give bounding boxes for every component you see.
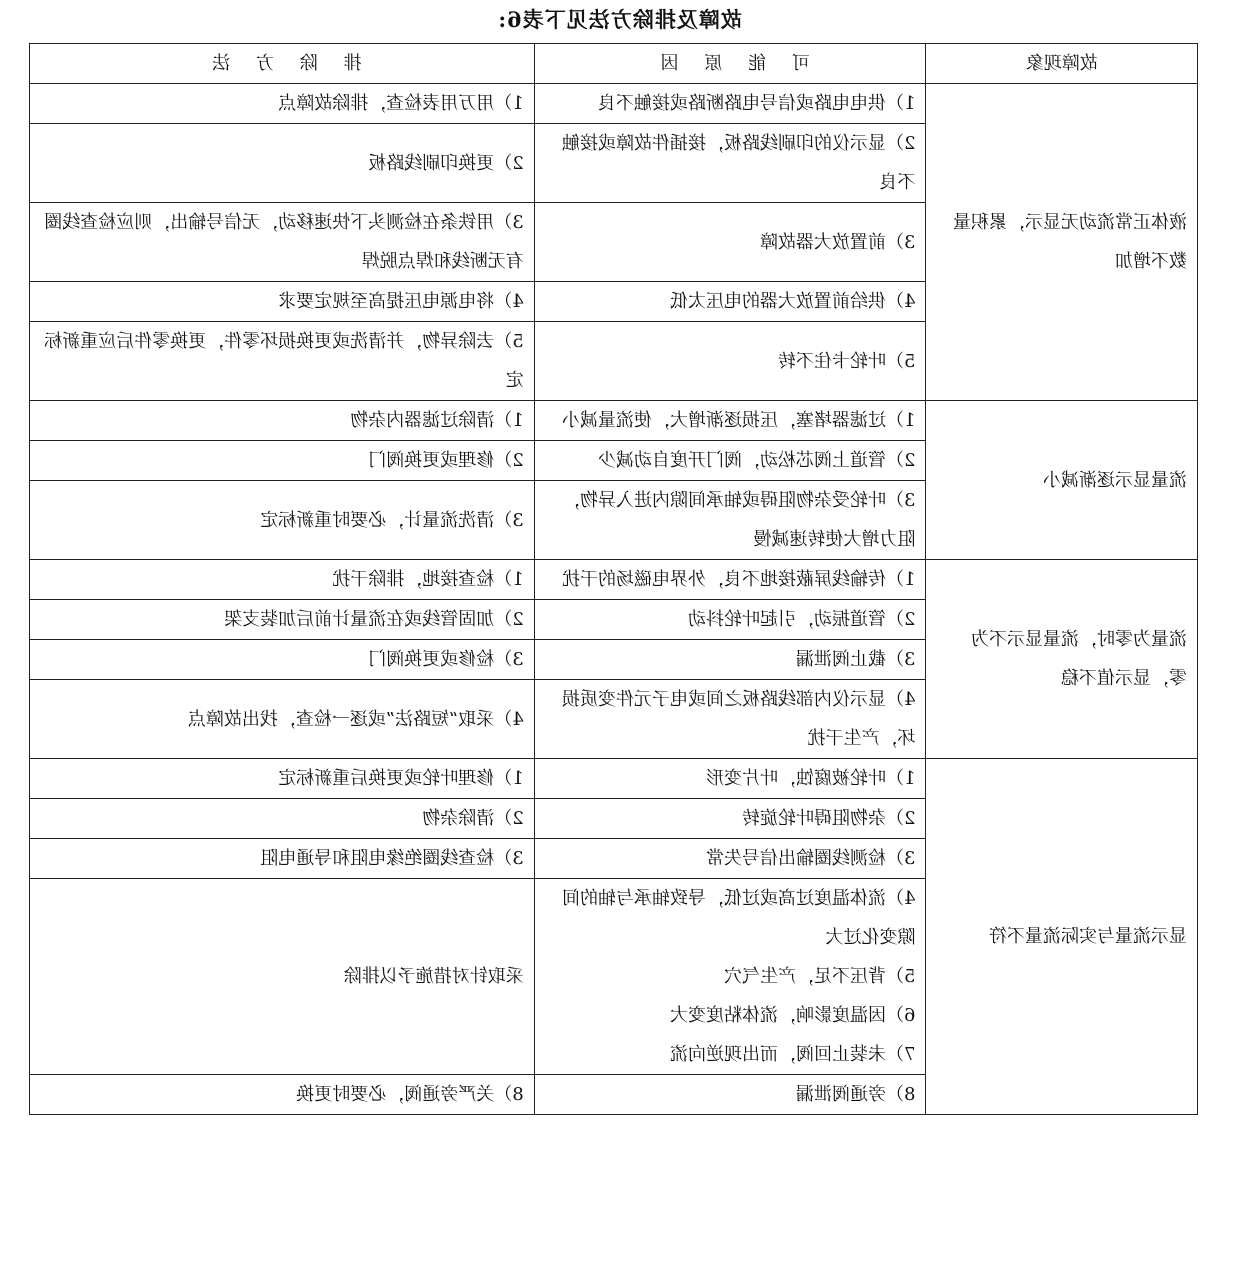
remedy-cell: 1）用万用表检查，排除故障点 bbox=[30, 84, 535, 124]
cause-line: 6）因温度影响，流体粘度变大 bbox=[670, 1005, 916, 1026]
remedy-cell: 5）去除异物，并清洗或更换损坏零件，更换零件后应重新标定 bbox=[30, 322, 535, 401]
header-symptom: 故障现象 bbox=[926, 44, 1198, 84]
remedy-cell: 2）修理或更换阀门 bbox=[30, 441, 535, 481]
header-remedy: 排 除 方 法 bbox=[30, 44, 535, 84]
remedy-cell: 3）用铁条在检测头下快速移动，无信号输出，则应检查线圈有无断线和焊点脱焊 bbox=[30, 203, 535, 282]
remedy-cell: 2）更换印刷线路板 bbox=[30, 124, 535, 203]
remedy-cell: 1）清除过滤器内杂物 bbox=[30, 401, 535, 441]
remedy-cell: 3）清洗流量计，必要时重新标定 bbox=[30, 481, 535, 560]
remedy-cell: 2）清除杂物 bbox=[30, 799, 535, 839]
symptom-cell: 流量为零时，流量显示不为零，显示值不稳 bbox=[926, 560, 1198, 759]
cause-cell: 3）前置放大器故障 bbox=[534, 203, 926, 282]
cause-line: 4）流体温度过高或过低，导致轴承与轴的间隙变化过大 bbox=[562, 888, 916, 948]
header-row bbox=[30, 44, 1198, 84]
remedy-cell: 采取针对措施予以排除 bbox=[30, 879, 535, 1075]
cause-cell: 3）检测线圈输出信号失常 bbox=[534, 839, 926, 879]
remedy-cell: 3）检修或更换阀门 bbox=[30, 640, 535, 680]
remedy-cell: 2）加固管线或在流量计前后加装支架 bbox=[30, 600, 535, 640]
table-row bbox=[30, 401, 1198, 441]
cause-cell: 2）显示仪的印刷线路板，接插件故障或接触不良 bbox=[534, 124, 926, 203]
cause-cell: 2）杂物阻碍叶轮旋转 bbox=[534, 799, 926, 839]
remedy-cell: 4）采取“短路法”或逐一检查，找出故障点 bbox=[30, 680, 535, 759]
remedy-cell: 1）修理叶轮或更换后重新标定 bbox=[30, 759, 535, 799]
remedy-cell: 8）关严旁通阀，必要时更换 bbox=[30, 1075, 535, 1115]
cause-cell: 2）管道上阀芯松动，阀门开度自动减少 bbox=[534, 441, 926, 481]
symptom-cell: 液体正常流动无显示，累积量数不增加 bbox=[926, 84, 1198, 401]
remedy-cell: 4）将电源电压提高至规定要求 bbox=[30, 282, 535, 322]
cause-cell: 1）过滤器堵塞，压损逐渐增大，使流量减小 bbox=[534, 401, 926, 441]
symptom-cell: 流量显示逐渐减小 bbox=[926, 401, 1198, 560]
cause-cell: 1）叶轮被腐蚀，叶片变形 bbox=[534, 759, 926, 799]
table-row bbox=[30, 560, 1198, 600]
cause-line: 7）未装止回阀，而出现逆向流 bbox=[670, 1044, 916, 1065]
remedy-cell: 3）检查线圈绝缘电阻和导通电阻 bbox=[30, 839, 535, 879]
cause-cell: 3）截止阀泄漏 bbox=[534, 640, 926, 680]
header-cause: 可 能 原 因 bbox=[534, 44, 926, 84]
cause-cell: 5）叶轮卡住不转 bbox=[534, 322, 926, 401]
fault-table bbox=[29, 43, 1198, 1115]
symptom-cell: 显示流量与实际流量不符 bbox=[926, 759, 1198, 1115]
cause-cell: 3）叶轮受杂物阻碍或轴承间隙内进入异物，阻力增大使转速减慢 bbox=[534, 481, 926, 560]
cause-cell: 2）管道振动，引起叶轮抖动 bbox=[534, 600, 926, 640]
cause-cell: 1）传输线屏蔽接地不良，外界电磁场的干扰 bbox=[534, 560, 926, 600]
table-row bbox=[30, 759, 1198, 799]
cause-line: 5）背压不足，产生气穴 bbox=[724, 966, 916, 987]
cause-cell: 4）供给前置放大器的电压太低 bbox=[534, 282, 926, 322]
cause-cell-merged bbox=[534, 879, 926, 1075]
cause-cell: 8）旁通阀泄漏 bbox=[534, 1075, 926, 1115]
remedy-cell: 1）检查接地，排除干扰 bbox=[30, 560, 535, 600]
cause-cell: 4）显示仪内部线路板之间或电子元件变质损坏，产生干扰 bbox=[534, 680, 926, 759]
table-caption: 故障及排除方法见下表6: bbox=[497, 7, 742, 32]
table-row bbox=[30, 84, 1198, 124]
cause-cell: 1）供电电路或信号电路断路或接触不良 bbox=[534, 84, 926, 124]
